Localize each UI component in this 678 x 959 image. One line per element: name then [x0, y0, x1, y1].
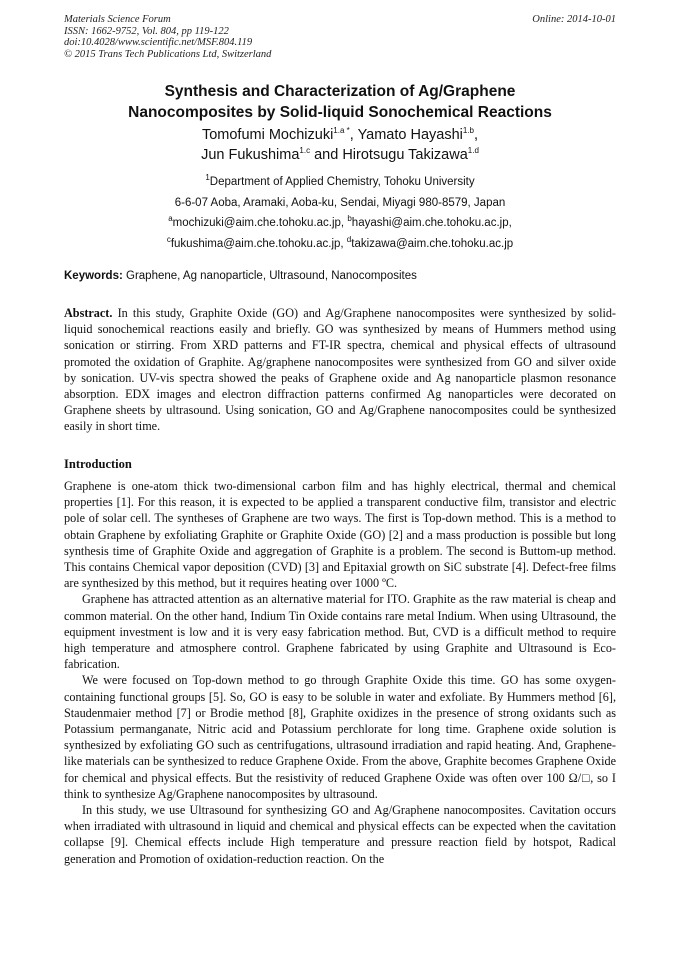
keywords-label: Keywords: — [64, 270, 123, 282]
author-name: Hirotsugu Takizawa — [342, 147, 468, 163]
doi-line: doi:10.4028/www.scientific.net/MSF.804.119 — [64, 37, 253, 48]
author-conjunction: and — [314, 147, 339, 163]
email-line-1 — [64, 213, 616, 234]
title-line-2: Nanocomposites by Solid-liquid Sonochemical Reactions — [128, 104, 552, 121]
affiliation-block — [64, 172, 616, 254]
email-sup: c — [166, 234, 171, 244]
paragraph: Graphene is one-atom thick two-dimensional carbon film and has highly electrical, thermal and chemical properties [1]. For this reason, it is expected to be applied a transparent conductive film, transistor and electric pole of solar cell. The syntheses of Graphene are two ways. The first is Top-down method. This is a method to obtain Graphene by exfoliating Graphite or Graphite Oxide (GO) [2] and a mass production is possible but long synthesis time of Graphite Oxide and aggregation of Graphite is a problem. The second is Buttom-up method. This contains Chemical vapor deposition (CVD) [3] and Epitaxial growth on SiC substrate [4]. Defect-free films are synthesized by this method, but it requires heating over 1000 ºC. — [64, 479, 616, 591]
author-list — [64, 125, 616, 165]
section-heading-introduction: Introduction — [64, 457, 132, 471]
introduction-body — [64, 478, 616, 867]
author-name: Tomofumi Mochizuki — [201, 127, 334, 143]
email-sup: a — [168, 214, 173, 224]
authors-line-1: Tomofumi Mochizuki$^{1.a *}$, Yamato Hayashi$^{1.b}$, — [201, 126, 479, 143]
address-line: 6-6-07 Aoba, Aramaki, Aoba-ku, Sendai, Miyagi 980-8579, Japan — [174, 196, 506, 209]
email-address: hayashi@aim.che.tohoku.ac.jp, — [351, 217, 512, 229]
journal-name: Materials Science Forum — [64, 14, 171, 25]
email-address: fukushima@aim.che.tohoku.ac.jp, — [170, 237, 344, 250]
author-sup: 1.c — [299, 146, 311, 156]
department-name: Department of Applied Chemistry, Tohoku University — [209, 176, 475, 188]
email-address: takizawa@aim.che.tohoku.ac.jp — [351, 237, 514, 250]
paragraph: Graphene has attracted attention as an alternative material for ITO. Graphite as the raw material is cheap and common material. On the other hand, Indium Tin Oxide contains rare metal Indium. When using Ultrasound, the equipment investment is low and it is very easy fabrication method. But, CVD is a difficult method to require high temperature and atmosphere control. Graphene fabricated by using Graphite and Ultrasound is Eco-fabrication. — [64, 592, 616, 672]
email-sup: d — [346, 234, 352, 244]
issn-line: ISSN: 1662-9752, Vol. 804, pp 119-122 — [64, 25, 229, 37]
email-address: mochizuki@aim.che.tohoku.ac.jp, — [172, 217, 345, 229]
email-line-2 — [64, 234, 616, 255]
abstract-text: In this study, Graphite Oxide (GO) and Ag/Graphene nanocomposites were synthesized by solid-liquid sonochemical reactions easily and briefly. GO was synthesized by means of Hummers method using sonication or stirring. From XRD patterns and FT-IR spectra, chemical and physical effects of ultrasound promoted the oxidation of Graphite. Ag/graphene nanocomposites were synthesized from GO and silver oxide by sonication. UV-vis spectra showed the peaks of Graphene oxide and Ag nanoparticle plasmon resonance absorption. EDX images and electron diffraction patterns confirmed Ag nanoparticles were decorated on Graphene sheets by ultrasound. Using sonication, GO and Ag/Graphene nanocomposites could be synthesized easily in short time. — [64, 306, 616, 434]
abstract-label: Abstract. — [64, 306, 113, 320]
affil-sup: 1 — [205, 173, 210, 183]
author-sup: 1.a * — [333, 126, 350, 136]
department-line — [64, 172, 616, 193]
copyright-line: © 2015 Trans Tech Publications Ltd, Switzerland — [64, 48, 272, 60]
email-sup: b — [347, 214, 352, 224]
abstract — [64, 305, 616, 435]
journal-header — [64, 14, 616, 60]
keywords-text: Graphene, Ag nanoparticle, Ultrasound, Nanocomposites — [126, 270, 417, 282]
author-sup: 1.b — [462, 126, 474, 136]
paragraph: In this study, we use Ultrasound for synthesizing GO and Ag/Graphene nanocomposites. Cavitation occurs when irradiated with ultrasound in liquid and chemical and physical effects can be expected when the cavitation collapse [9]. Chemical effects include High temperature and pressure reaction field by hotspot, Radical generation and Promotion of oxidation-reduction reaction. On the — [64, 803, 616, 866]
paper-title — [64, 81, 616, 123]
paragraph: We were focused on Top-down method to go through Graphite Oxide this time. GO has some oxygen-containing functional groups [5]. So, GO is easy to be soluble in water and exfoliate. By Hummers method [6], Staudenmaier method [7] or Brodie method [8], Graphite oxidizes in the presence of strong oxidants such as Potassium permanganate, Nitric acid and Potassium perchlorate for long time. Graphene oxide solution is synthesized by exfoliating GO such as centrifugations, ultrasound irradiation and rapid heating. And, Graphene-like materials can be synthesized to reduce Graphene Oxide. From the above, Graphite becomes Graphene Oxide for chemical and physical effects. But the resistivity of reduced Graphene Oxide was often over 100 Ω/□, so I think to synthesize Ag/Graphene nanocomposites by ultrasound. — [64, 673, 616, 801]
keywords-line — [64, 270, 616, 282]
online-date: Online: 2014-10-01 — [532, 14, 616, 25]
author-name: Jun Fukushima — [201, 147, 300, 163]
authors-line-2 — [64, 145, 616, 165]
title-line-1: Synthesis and Characterization of Ag/Graphene — [164, 83, 516, 100]
author-name: Yamato Hayashi — [357, 127, 463, 143]
author-sup: 1.d — [467, 146, 479, 156]
